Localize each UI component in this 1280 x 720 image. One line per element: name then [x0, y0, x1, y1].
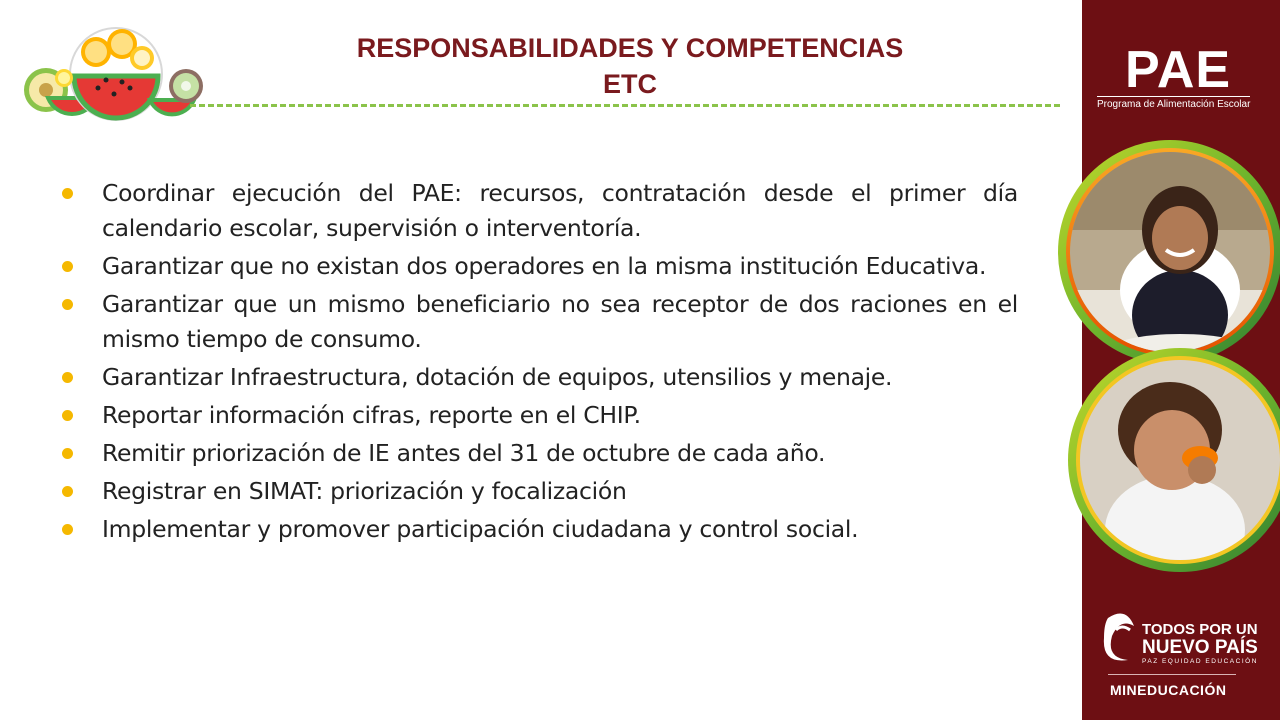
bullet-dot-icon	[62, 261, 73, 272]
bullet-dot-icon	[62, 299, 73, 310]
list-item	[62, 398, 1018, 433]
slide-title	[290, 30, 970, 102]
bullet-dot-icon	[62, 486, 73, 497]
bullet-dot-icon	[62, 524, 73, 535]
list-item	[62, 249, 1018, 284]
list-item-text: Garantizar que un mismo beneficiario no sea receptor de dos raciones en el mismo tiempo de consumo.	[102, 290, 1018, 353]
list-item-text: Garantizar Infraestructura, dotación de equipos, utensilios y menaje.	[102, 363, 893, 391]
bullet-dot-icon	[62, 410, 73, 421]
bullet-dot-icon	[62, 188, 73, 199]
list-item	[62, 512, 1018, 547]
list-item-text: Coordinar ejecución del PAE: recursos, contratación desde el primer día calendario escolar, supervisión o interventoría.	[102, 179, 1018, 242]
bullet-list	[62, 176, 1018, 550]
fruit-logo	[18, 8, 208, 128]
list-item	[62, 287, 1018, 357]
list-item	[62, 474, 1018, 509]
pae-logo-subtitle: Programa de Alimentación Escolar	[1097, 96, 1250, 111]
list-item-text: Garantizar que no existan dos operadores en la misma institución Educativa.	[102, 252, 987, 280]
dashed-divider	[190, 104, 1060, 107]
list-item-text: Implementar y promover participación ciudadana y control social.	[102, 515, 859, 543]
title-line-1: RESPONSABILIDADES Y COMPETENCIAS	[356, 33, 904, 63]
bullet-dot-icon	[62, 372, 73, 383]
children-photos	[1030, 140, 1280, 580]
gov-slogan-line-3: PAZ EQUIDAD EDUCACIÓN	[1142, 658, 1258, 665]
gov-slogan-line-1: TODOS POR UN	[1142, 621, 1258, 638]
gov-slogan-line-2: NUEVO PAÍS	[1142, 637, 1258, 658]
pae-logo: PAE	[1125, 41, 1232, 99]
list-item-text: Remitir priorización de IE antes del 31 de octubre de cada año.	[102, 439, 826, 467]
title-line-2: ETC	[603, 69, 657, 99]
bullet-dot-icon	[62, 448, 73, 459]
list-item-text: Registrar en SIMAT: priorización y focalización	[102, 477, 627, 505]
ministry-divider	[1108, 674, 1236, 675]
list-item	[62, 436, 1018, 471]
list-item	[62, 176, 1018, 246]
ministry-logo: MINEDUCACIÓN	[1110, 682, 1227, 698]
list-item-text: Reportar información cifras, reporte en el CHIP.	[102, 401, 641, 429]
list-item	[62, 360, 1018, 395]
